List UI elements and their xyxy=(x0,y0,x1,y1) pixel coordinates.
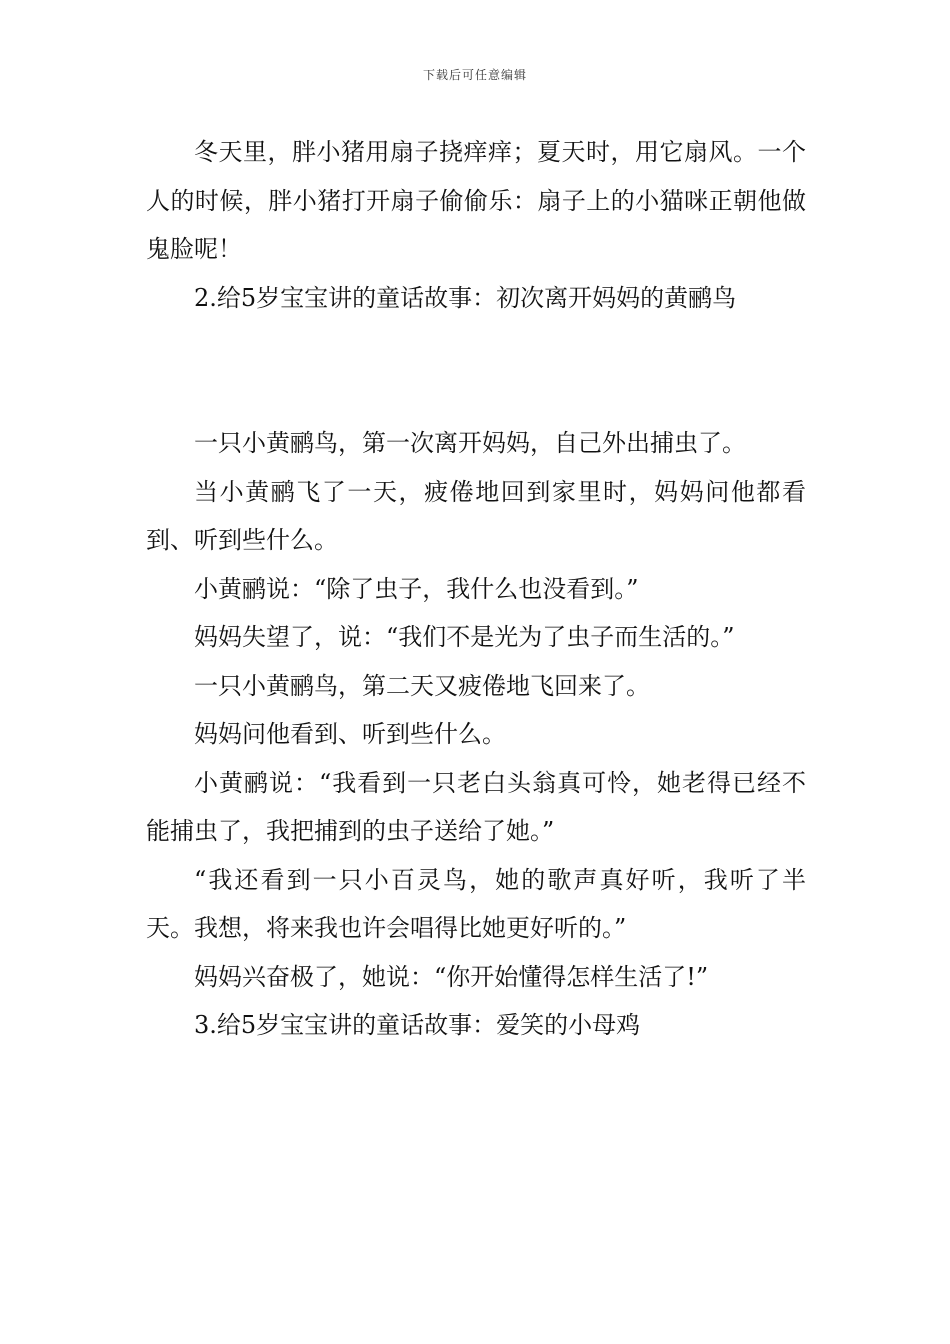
paragraph: 妈妈兴奋极了，她说：“你开始懂得怎样生活了!” xyxy=(194,962,709,991)
paragraph: “我还看到一只小百灵鸟，她的歌声真好听，我听了半天。我想，将来我也许会唱得比她更好听的。” xyxy=(146,865,806,942)
page-header-note: 下载后可任意编辑 xyxy=(422,68,527,82)
section-heading-oriole: 2.给5岁宝宝讲的童话故事：初次离开妈妈的黄鹂鸟 xyxy=(194,283,737,312)
paragraph: 小黄鹂说：“我看到一只老白头翁真可怜，她老得已经不能捕虫了，我把捕到的虫子送给了她。” xyxy=(146,768,806,845)
paragraph: 小黄鹂说：“除了虫子，我什么也没看到。” xyxy=(194,574,639,603)
paragraph: 一只小黄鹂鸟，第二天又疲倦地飞回来了。 xyxy=(194,671,650,700)
document-body xyxy=(146,128,806,1050)
paragraph: 一只小黄鹂鸟，第一次离开妈妈，自己外出捕虫了。 xyxy=(194,429,746,457)
paragraph-fan-story: 冬天里，胖小猪用扇子挠痒痒；夏天时，用它扇风。一个人的时候，胖小猪打开扇子偷偷乐：扇子上的小猫咪正朝他做鬼脸呢！ xyxy=(146,138,806,263)
blank-spacer xyxy=(146,322,806,419)
paragraph: 妈妈失望了，说：“我们不是光为了虫子而生活的。” xyxy=(194,623,735,651)
section-heading-hen: 3.给5岁宝宝讲的童话故事：爱笑的小母鸡 xyxy=(194,1011,641,1039)
paragraph: 妈妈问他看到、听到些什么。 xyxy=(194,720,506,748)
paragraph: 当小黄鹂飞了一天，疲倦地回到家里时，妈妈问他都看到、听到些什么。 xyxy=(146,477,806,554)
